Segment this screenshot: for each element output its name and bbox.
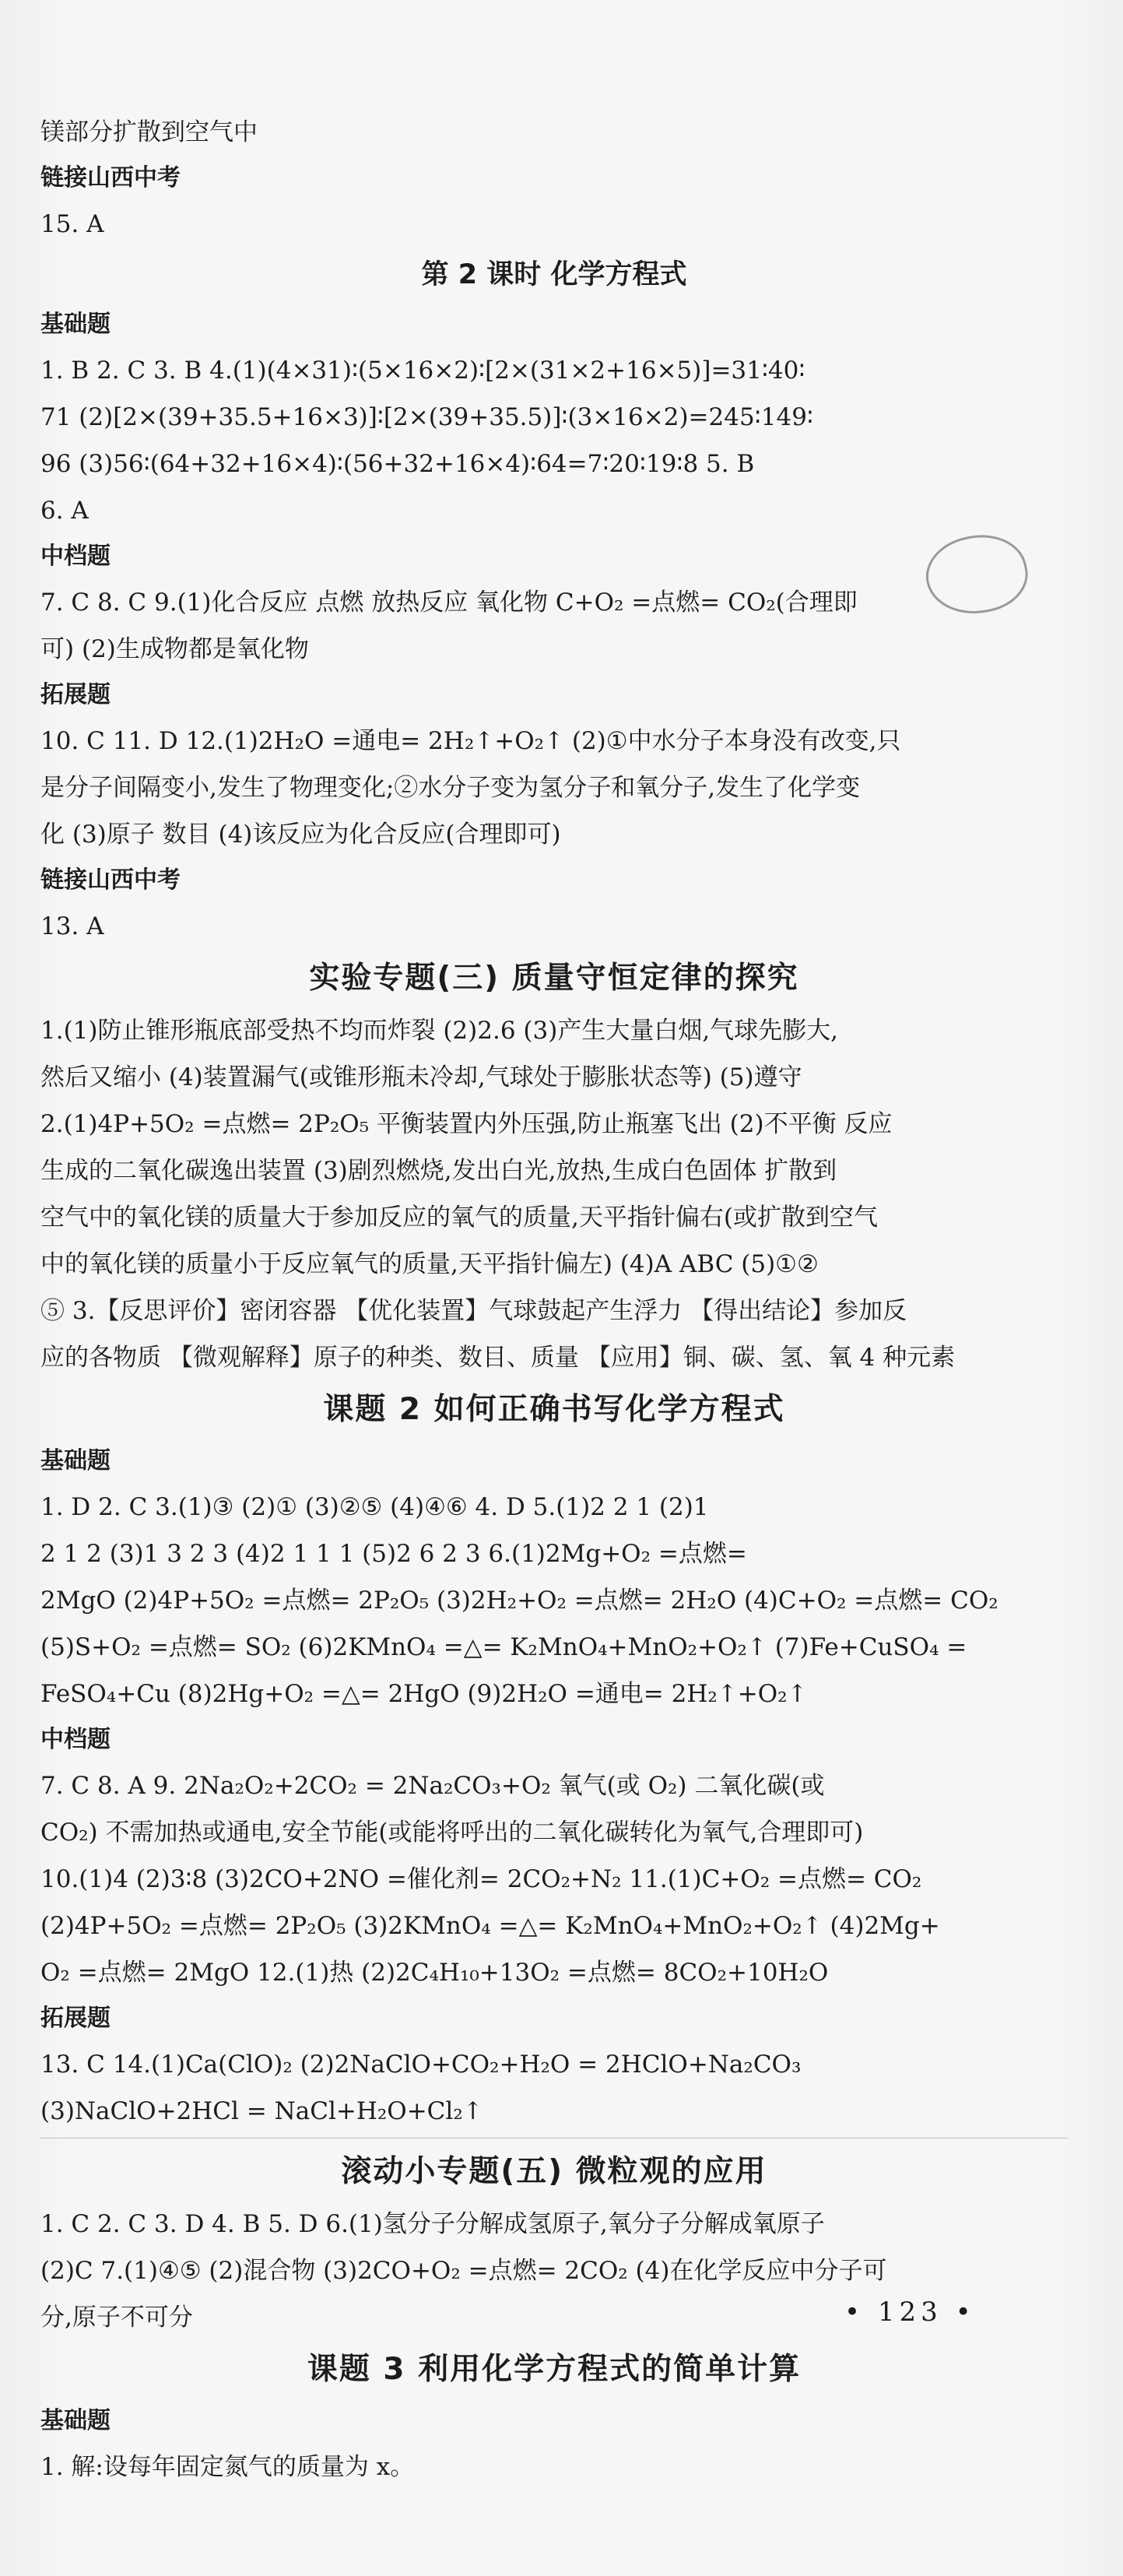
answer-line: 空气中的氧化镁的质量大于参加反应的氧气的质量,天平指针偏右(或扩散到空气 [40, 1204, 878, 1232]
answer-line: (3)NaClO+2HCl = NaCl+H₂O+Cl₂↑ [40, 2097, 483, 2125]
section-heading: 基础题 [40, 311, 111, 338]
answer-line: 13. C 14.(1)Ca(ClO)₂ (2)2NaClO+CO₂+H₂O = 2HClO+Na₂CO₃ [40, 2051, 802, 2079]
answer-line: 分,原子不可分 [40, 2304, 193, 2332]
section-heading: 基础题 [40, 1447, 111, 1474]
section-heading: 链接山西中考 [40, 164, 181, 192]
section-title: 实验专题(三) 质量守恒定律的探究 [309, 961, 799, 996]
answer-line: 96 (3)56∶(64+32+16×4)∶(56+32+16×4)∶64=7∶20∶19∶8 5. B [40, 450, 755, 478]
section-heading: 链接山西中考 [40, 866, 181, 894]
answer-line: 13. A [40, 912, 104, 940]
answer-line: FeSO₄+Cu (8)2Hg+O₂ =△= 2HgO (9)2H₂O =通电= 2H₂↑+O₂↑ [40, 1680, 808, 1708]
answer-line: 是分子间隔变小,发生了物理变化;②水分子变为氢分子和氧分子,发生了化学变 [40, 774, 861, 802]
section-heading: 拓展题 [40, 2005, 111, 2032]
answer-content [40, 109, 1068, 2490]
answer-line: (2)4P+5O₂ =点燃= 2P₂O₅ (3)2KMnO₄ =△= K₂MnO₄+MnO₂+O₂↑ (4)2Mg+ [40, 1912, 940, 1940]
answer-line: ⑤ 3.【反思评价】密闭容器 【优化装置】气球鼓起产生浮力 【得出结论】参加反 [40, 1297, 907, 1325]
answer-line: 71 (2)[2×(39+35.5+16×3)]∶[2×(39+35.5)]∶(3×16×2)=245∶149∶ [40, 403, 813, 431]
section-title: 课题 2 如何正确书写化学方程式 [323, 1392, 785, 1427]
answer-line: 7. C 8. C 9.(1)化合反应 点燃 放热反应 氧化物 C+O₂ =点燃= CO₂(合理即 [40, 589, 858, 617]
answer-line: 1. B 2. C 3. B 4.(1)(4×31)∶(5×16×2)∶[2×(31×2+16×5)]=31∶40∶ [40, 357, 805, 385]
answer-line: 中的氧化镁的质量小于反应氧气的质量,天平指针偏左) (4)A ABC (5)①② [40, 1250, 819, 1278]
answer-line: 1. 解:设每年固定氮气的质量为 x。 [40, 2453, 415, 2481]
answer-line: CO₂) 不需加热或通电,安全节能(或能将呼出的二氧化碳转化为氧气,合理即可) [40, 1819, 864, 1847]
section-heading: 中档题 [40, 543, 111, 570]
section-title: 滚动小专题(五) 微粒观的应用 [341, 2154, 767, 2189]
answer-line: 1. D 2. C 3.(1)③ (2)① (3)②⑤ (4)④⑥ 4. D 5.(1)2 2 1 (2)1 [40, 1493, 709, 1521]
answer-line: 1. C 2. C 3. D 4. B 5. D 6.(1)氢分子分解成氢原子,氧分子分解成氧原子 [40, 2210, 825, 2238]
answer-line: (5)S+O₂ =点燃= SO₂ (6)2KMnO₄ =△= K₂MnO₄+MnO₂+O₂↑ (7)Fe+CuSO₄ = [40, 1633, 967, 1661]
lesson-title: 第 2 课时 化学方程式 [421, 259, 687, 290]
section-heading: 基础题 [40, 2407, 111, 2434]
section-heading: 中档题 [40, 1726, 111, 1753]
answer-line: 1.(1)防止锥形瓶底部受热不均而炸裂 (2)2.6 (3)产生大量白烟,气球先膨大, [40, 1017, 839, 1045]
answer-line: 生成的二氧化碳逸出装置 (3)剧烈燃烧,发出白光,放热,生成白色固体 扩散到 [40, 1157, 837, 1185]
answer-line: 6. A [40, 497, 89, 525]
answer-line: O₂ =点燃= 2MgO 12.(1)热 (2)2C₄H₁₀+13O₂ =点燃= 8CO₂+10H₂O [40, 1959, 829, 1987]
answer-line: 应的各物质 【微观解释】原子的种类、数目、质量 【应用】铜、碳、氢、氧 4 种元素 [40, 1344, 956, 1372]
answer-line: 然后又缩小 (4)装置漏气(或锥形瓶未冷却,气球处于膨胀状态等) (5)遵守 [40, 1063, 802, 1091]
answer-line: (2)C 7.(1)④⑤ (2)混合物 (3)2CO+O₂ =点燃= 2CO₂ (4)在化学反应中分子可 [40, 2257, 887, 2285]
answer-line: 15. A [40, 210, 104, 238]
section-title: 课题 3 利用化学方程式的简单计算 [307, 2352, 802, 2387]
answer-line: 2 1 2 (3)1 3 2 3 (4)2 1 1 1 (5)2 6 2 3 6.(1)2Mg+O₂ =点燃= [40, 1540, 747, 1568]
section-heading: 拓展题 [40, 681, 111, 708]
page-number: • 123 • [844, 2297, 976, 2328]
answer-line: 可) (2)生成物都是氧化物 [40, 635, 309, 663]
answer-line: 镁部分扩散到空气中 [40, 118, 258, 146]
answer-line: 化 (3)原子 数目 (4)该反应为化合反应(合理即可) [40, 821, 561, 849]
answer-line: 7. C 8. A 9. 2Na₂O₂+2CO₂ = 2Na₂CO₃+O₂ 氧气(或 O₂) 二氧化碳(或 [40, 1772, 825, 1800]
answer-line: 2.(1)4P+5O₂ =点燃= 2P₂O₅ 平衡装置内外压强,防止瓶塞飞出 (2)不平衡 反应 [40, 1110, 893, 1138]
answer-line: 10. C 11. D 12.(1)2H₂O =通电= 2H₂↑+O₂↑ (2)①中水分子本身没有改变,只 [40, 727, 901, 755]
answer-line: 2MgO (2)4P+5O₂ =点燃= 2P₂O₅ (3)2H₂+O₂ =点燃= 2H₂O (4)C+O₂ =点燃= CO₂ [40, 1587, 998, 1615]
answer-line: 10.(1)4 (2)3∶8 (3)2CO+2NO =催化剂= 2CO₂+N₂ 11.(1)C+O₂ =点燃= CO₂ [40, 1865, 922, 1893]
